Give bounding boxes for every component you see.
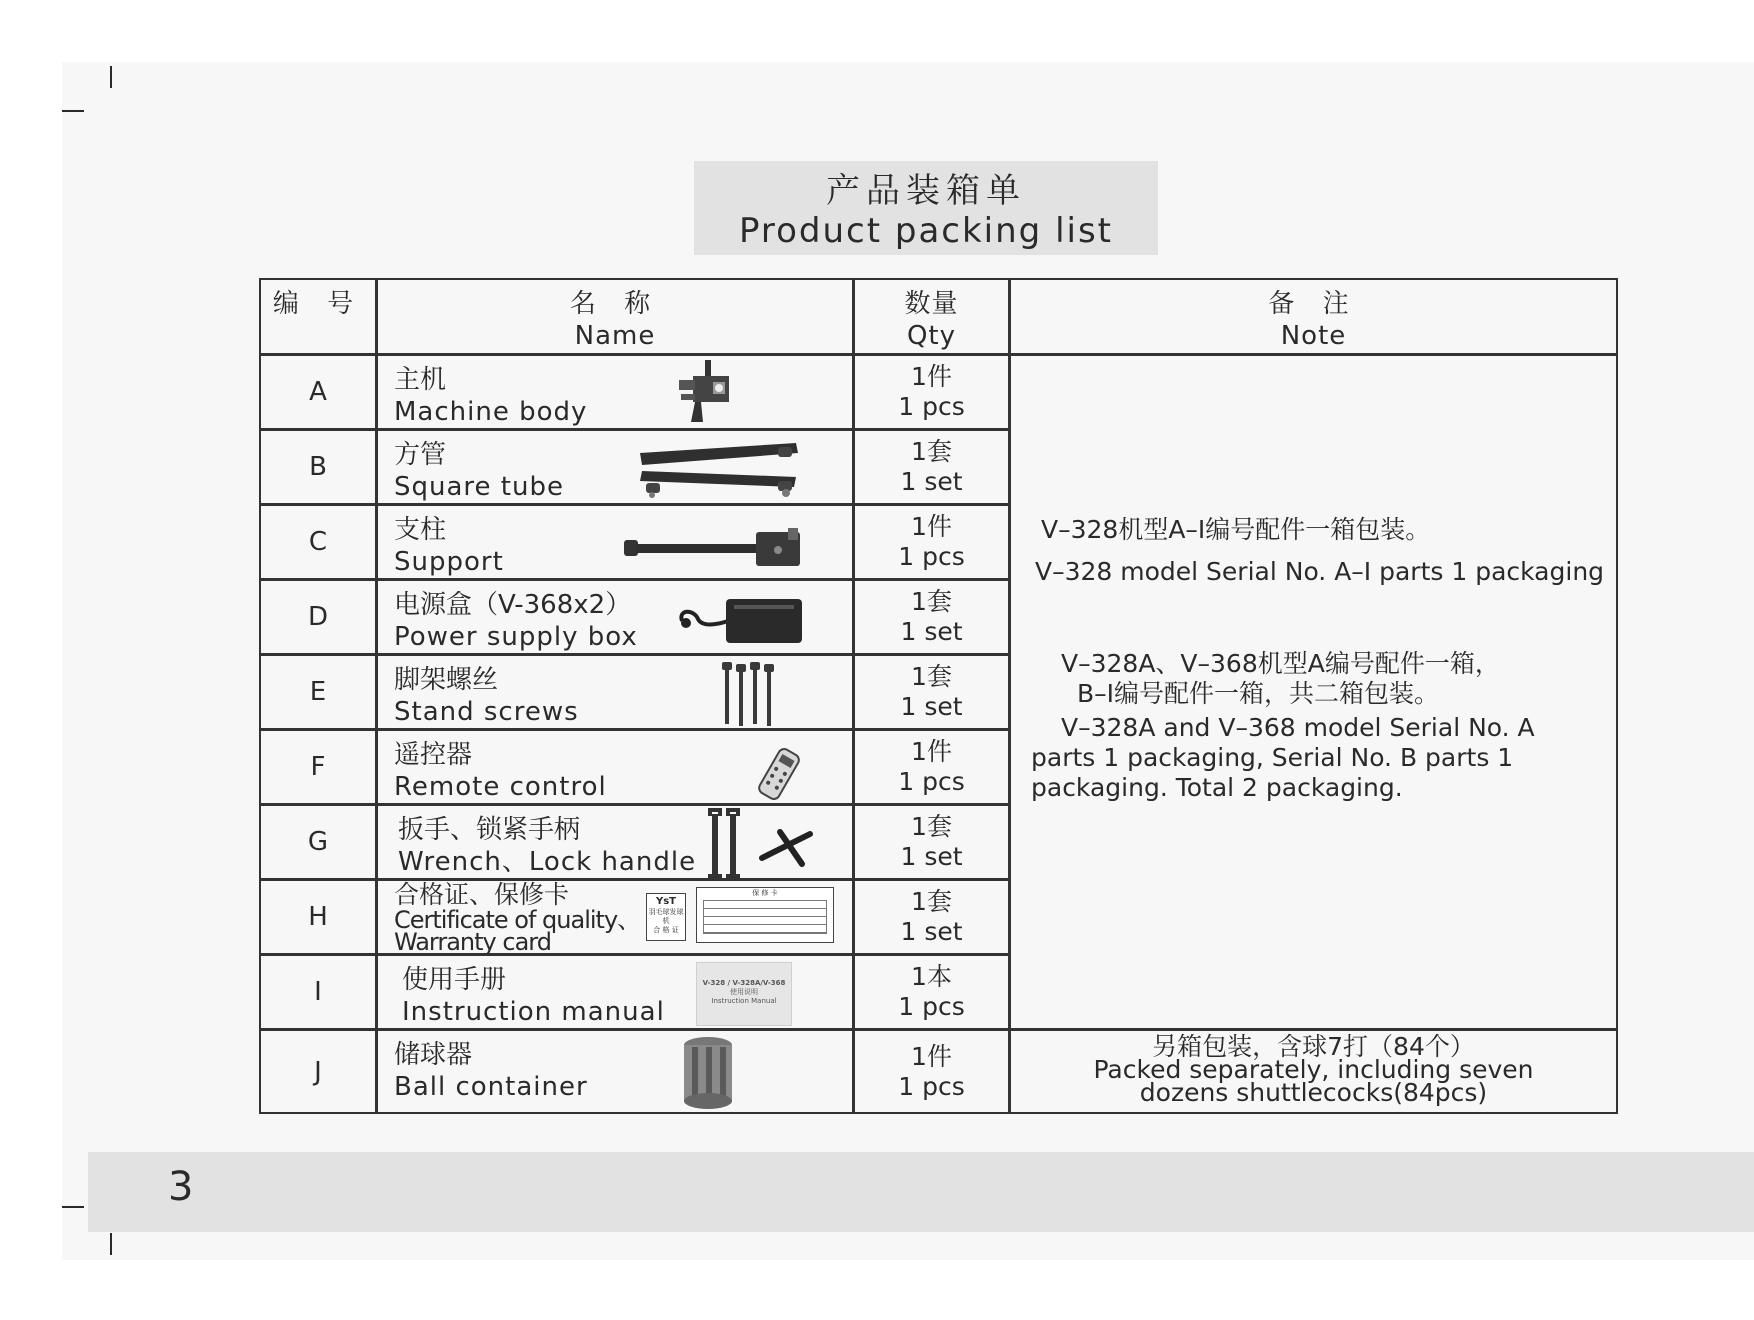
crop-mark [62, 110, 84, 112]
crop-mark [110, 1233, 112, 1255]
row-code: I [259, 954, 377, 1030]
row-qty: 1套 1 set [853, 654, 1010, 730]
row-name: 主机 Machine body [376, 354, 854, 430]
row-name: 扳手、锁紧手柄 Wrench、Lock handle [376, 804, 854, 880]
row-code: F [259, 729, 377, 805]
title-english: Product packing list [738, 211, 1114, 251]
row-name: 使用手册 Instruction manual V-328 / V-328A/V-368 使用说明 Instruction Manual [376, 954, 854, 1030]
header-note: 备 注 Note [1009, 278, 1618, 355]
title-chinese: 产品装箱单 [826, 171, 1026, 211]
row-code: B [259, 429, 377, 505]
machine-body-icon [673, 358, 743, 428]
row-qty: 1件 1 pcs [853, 354, 1010, 430]
footer-bar [88, 1152, 1754, 1232]
row-code: E [259, 654, 377, 730]
row-qty: 1套 1 set [853, 429, 1010, 505]
note-line1-zh: V–328机型A–I编号配件一箱包装。 [1041, 515, 1431, 544]
warranty-card-icon: 保 修 卡 [696, 887, 834, 943]
row-name: 脚架螺丝 Stand screws [376, 654, 854, 730]
note-merged [1009, 354, 1618, 1030]
note-line2-en-b: parts 1 packaging, Serial No. B parts 1 [1031, 743, 1514, 772]
header-qty: 数量 Qty [853, 278, 1010, 355]
row-qty: 1套 1 set [853, 879, 1010, 955]
stand-screws-icon [718, 660, 782, 728]
header-code: 编 号 [259, 278, 377, 355]
row-code: A [259, 354, 377, 430]
manual-icon: V-328 / V-328A/V-368 使用说明 Instruction Manual [696, 962, 792, 1026]
row-name: 电源盒（V-368x2） Power supply box [376, 579, 854, 655]
note-j: 另箱包装，含球7打（84个） Packed separately, including seven dozens shuttlecocks(84pcs) [1009, 1029, 1618, 1114]
row-code: J [259, 1029, 377, 1114]
remote-control-icon [754, 747, 804, 801]
wrench-icon [702, 806, 818, 880]
note-line1-en: V–328 model Serial No. A–I parts 1 packaging [1035, 557, 1605, 586]
row-name: 遥控器 Remote control [376, 729, 854, 805]
row-qty: 1套 1 set [853, 579, 1010, 655]
row-name: 支柱 Support [376, 504, 854, 580]
row-qty: 1件 1 pcs [853, 504, 1010, 580]
support-icon [622, 514, 812, 574]
row-qty: 1件 1 pcs [853, 729, 1010, 805]
page-number: 3 [168, 1164, 194, 1210]
note-line2-zh-b: B–I编号配件一箱，共二箱包装。 [1077, 679, 1440, 708]
ball-container-icon [678, 1035, 738, 1111]
row-name: 方管 Square tube [376, 429, 854, 505]
packing-list-table [260, 279, 1618, 1114]
row-code: C [259, 504, 377, 580]
row-code: H [259, 879, 377, 955]
square-tube-icon [636, 437, 802, 499]
power-supply-box-icon [676, 591, 808, 651]
note-line2-en-c: packaging. Total 2 packaging. [1031, 773, 1403, 802]
row-code: D [259, 579, 377, 655]
row-qty: 1本 1 pcs [853, 954, 1010, 1030]
row-name: 储球器 Ball container [376, 1029, 854, 1114]
certificate-icon: YsT 羽毛球发球机 合 格 证 [646, 893, 686, 941]
crop-mark [110, 66, 112, 88]
row-qty: 1件 1 pcs [853, 1029, 1010, 1114]
title-banner [694, 161, 1158, 255]
row-code: G [259, 804, 377, 880]
note-line2-en-a: V–328A and V–368 model Serial No. A [1061, 713, 1535, 742]
header-name: 名 称 Name [376, 278, 854, 355]
note-line2-zh-a: V–328A、V–368机型A编号配件一箱， [1061, 649, 1500, 678]
row-qty: 1套 1 set [853, 804, 1010, 880]
crop-mark [62, 1206, 84, 1208]
row-name: 合格证、保修卡 Certificate of quality、 Warranty card YsT 羽毛球发球机 合 格 证 保 修 卡 [376, 879, 854, 955]
